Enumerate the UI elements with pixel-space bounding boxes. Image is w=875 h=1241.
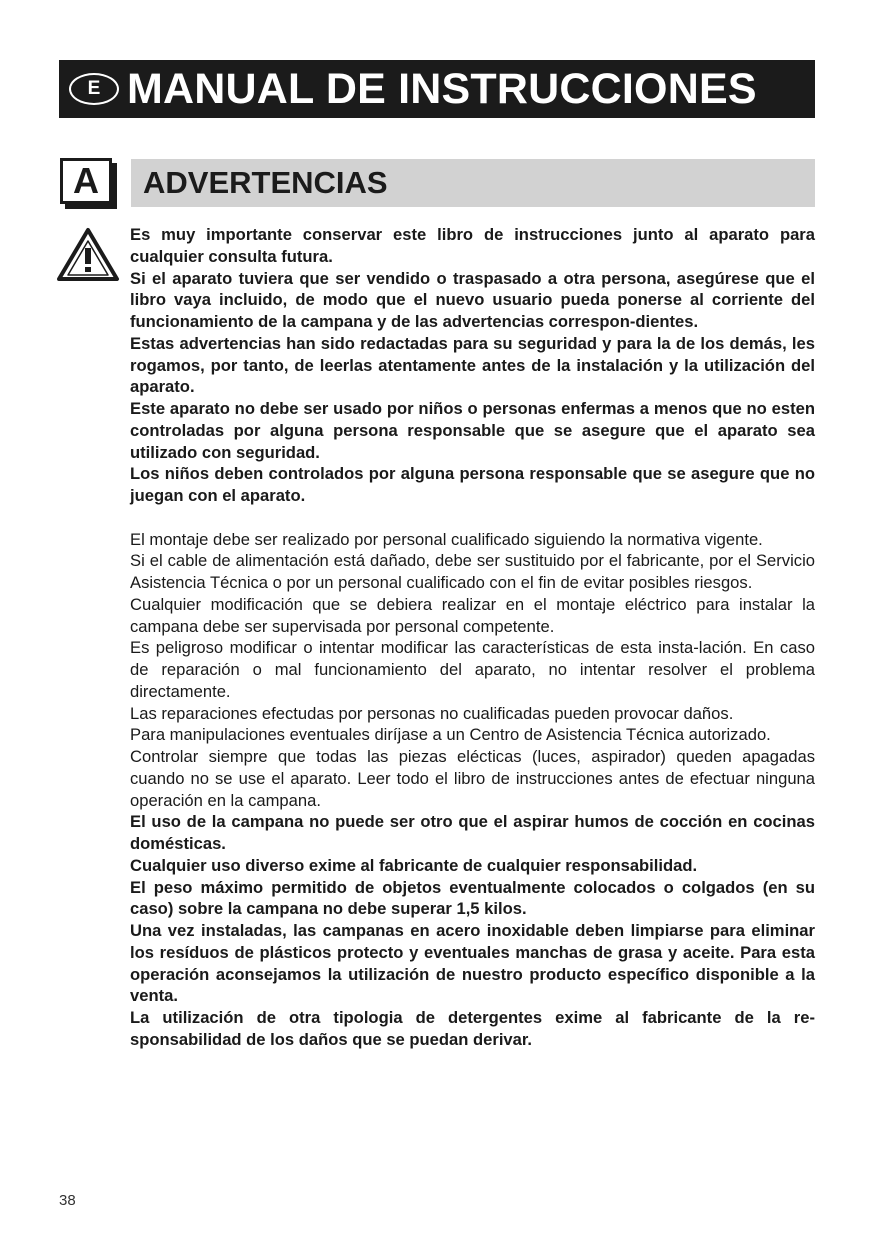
paragraph: Es muy importante conservar este libro de instrucciones junto al aparato para cualquier consulta futura.	[130, 225, 815, 266]
paragraph: Este aparato no debe ser usado por niños o personas enfermas a menos que no esten controladas por alguna persona responsable que se asegure que el aparato sea utilizado con seguridad.	[130, 399, 815, 462]
section-title: ADVERTENCIAS	[143, 165, 388, 200]
warnings-text	[130, 224, 815, 1051]
paragraph: Es peligroso modificar o intentar modificar las características de esta insta-lación. En caso de reparación o mal funcionamiento del aparato, no intentar resolver el problema directamente.	[130, 638, 815, 701]
paragraph: Cualquier modificación que se debiera realizar en el montaje eléctrico para instalar la campana debe ser supervisada por personal competente.	[130, 594, 815, 636]
paragraph: Una vez instaladas, las campanas en acero inoxidable deben limpiarse para eliminar los resíduos de plásticos protecto y eventuales manchas de grasa y aceite. Para esta operación aconsejamos la utilización de nuestro producto específico disponible a la venta.	[130, 921, 815, 1006]
paragraph: Los niños deben controlados por alguna persona responsable que se asegure que no juegan con el aparato.	[130, 464, 815, 505]
paragraph: Estas advertencias han sido redactadas para su seguridad y para la de los demás, les rogamos, por tanto, de leerlas atentamente antes de la instalación y la utilización del aparato.	[130, 333, 815, 397]
paragraph: El peso máximo permitido de objetos eventualmente colocados o colgados (en su caso) sobre la campana no debe superar 1,5 kilos.	[130, 877, 815, 919]
paragraph-spacer	[130, 507, 815, 529]
paragraph: Cualquier uso diverso exime al fabricante de cualquier responsabilidad.	[130, 855, 698, 875]
paragraph: Para manipulaciones eventuales diríjase a un Centro de Asistencia Técnica autorizado.	[130, 725, 771, 745]
paragraph: La utilización de otra tipologia de detergentes exime al fabricante de la re-sponsabilidad de los daños que se puedan derivar.	[130, 1008, 815, 1049]
language-badge: E	[69, 73, 119, 105]
page-number: 38	[59, 1192, 76, 1209]
paragraph: Si el cable de alimentación está dañado, debe ser sustituido por el fabricante, por el Servicio Asistencia Técnica o por un personal cualificado con el fin de evitar posibles riesgos.	[130, 551, 815, 592]
section-header	[131, 159, 815, 207]
title-bar	[59, 60, 815, 118]
paragraph: El uso de la campana no puede ser otro que el aspirar humos de cocción en cocinas domésticas.	[130, 812, 815, 853]
page-title: MANUAL DE INSTRUCCIONES	[127, 64, 757, 113]
warning-triangle-icon	[56, 226, 120, 282]
section-letter-box: A	[60, 158, 112, 204]
paragraph: El montaje debe ser realizado por personal cualificado siguiendo la normativa vigente.	[130, 529, 763, 549]
paragraph: Si el aparato tuviera que ser vendido o traspasado a otra persona, asegúrese que el libro vaya incluido, de modo que el nuevo usuario pueda ponerse al corriente del funcionamiento de la campana y de las advertencias correspon-dientes.	[130, 268, 815, 331]
paragraph: Controlar siempre que todas las piezas elécticas (luces, aspirador) queden apagadas cuando no se use el aparato. Leer todo el libro de instrucciones antes de efectuar ninguna operación en la campana.	[130, 747, 815, 810]
paragraph: Las reparaciones efectudas por personas no cualificadas pueden provocar daños.	[130, 703, 734, 723]
